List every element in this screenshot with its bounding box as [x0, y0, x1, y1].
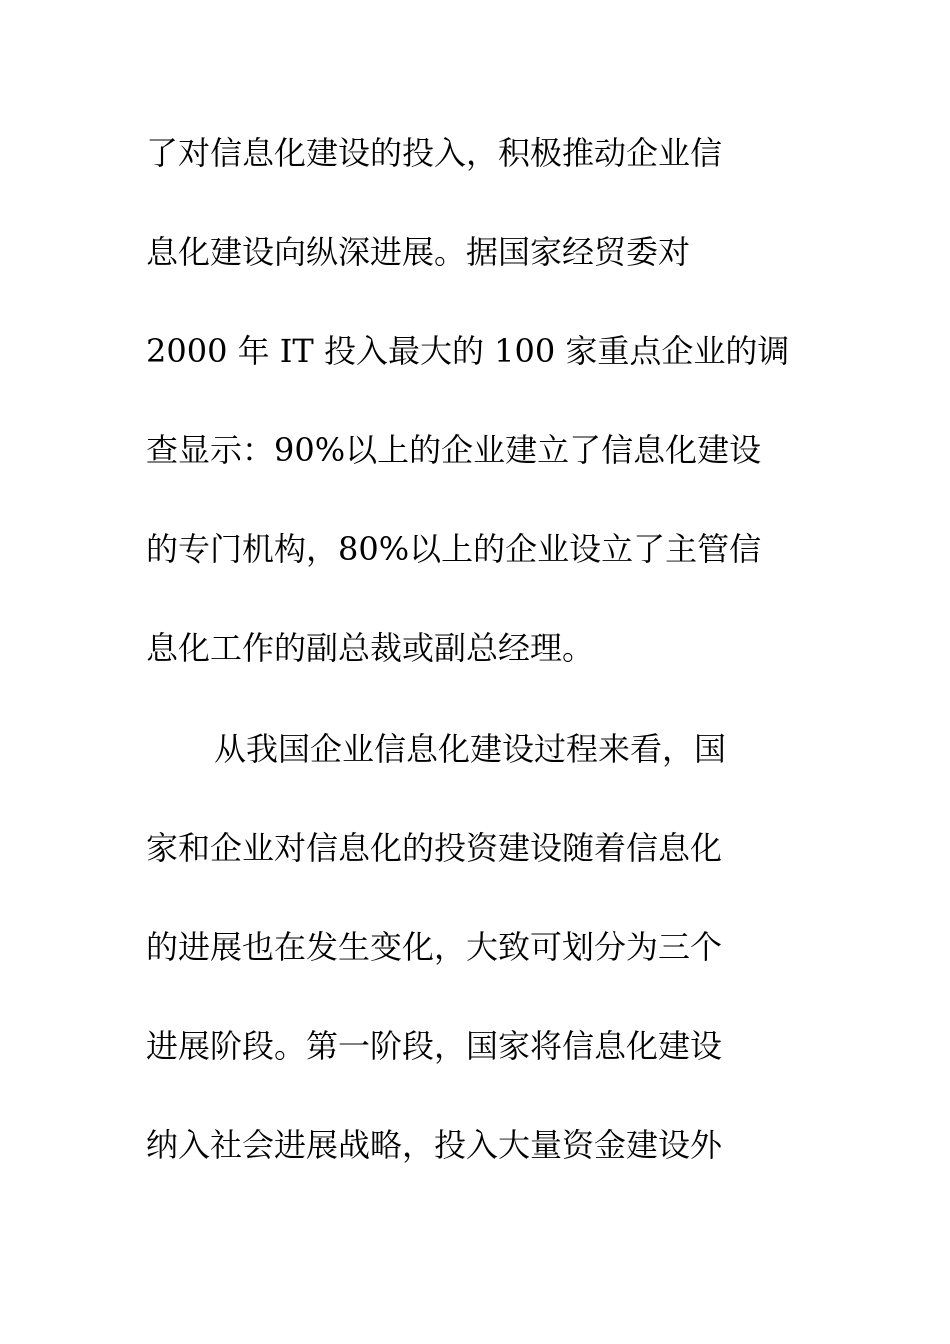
paragraph-2-line-4: 进展阶段。第一阶段，国家将信息化建设 [146, 1027, 723, 1065]
paragraph-1-line-2: 息化建设向纵深进展。据国家经贸委对 [146, 233, 691, 271]
paragraph-2-line-3: 的进展也在发生变化，大致可划分为三个 [146, 928, 723, 966]
paragraph-2-line-2: 家和企业对信息化的投资建设随着信息化 [146, 829, 723, 867]
paragraph-1-line-4: 查显示：90%以上的企业建立了信息化建设 [146, 431, 762, 469]
paragraph-1-line-3: 2000 年 IT 投入最大的 100 家重点企业的调 [146, 332, 790, 370]
paragraph-1-line-6: 息化工作的副总裁或副总经理。 [146, 629, 595, 667]
paragraph-2-line-1: 从我国企业信息化建设过程来看，国 [214, 730, 727, 768]
paragraph-1-line-5: 的专门机构，80%以上的企业设立了主管信 [146, 530, 762, 568]
paragraph-1-line-1: 了对信息化建设的投入，积极推动企业信 [146, 134, 723, 172]
paragraph-2-line-5: 纳入社会进展战略，投入大量资金建设外 [146, 1126, 723, 1164]
